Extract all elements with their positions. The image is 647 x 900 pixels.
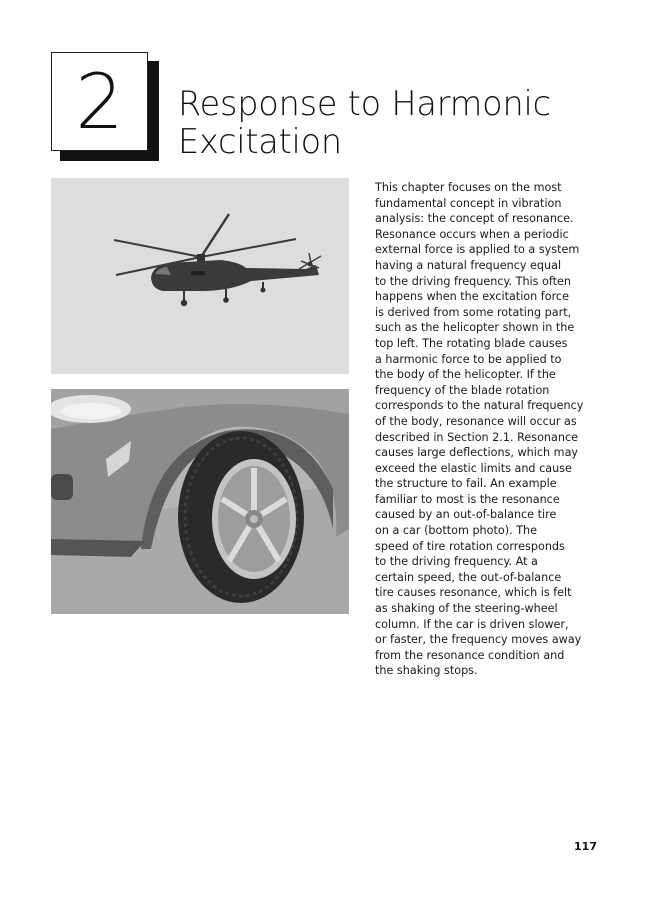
chapter-title-line-2: Excitation — [178, 122, 342, 161]
chapter-number-box — [51, 52, 148, 151]
helicopter-photo — [51, 178, 349, 374]
helicopter-illustration — [51, 178, 349, 374]
chapter-title — [178, 85, 618, 161]
chapter-title-line-1: Response to Harmonic — [178, 84, 551, 123]
car-tire-illustration — [51, 389, 349, 614]
car-tire-photo — [51, 389, 349, 614]
chapter-number: 2 — [75, 56, 124, 146]
page-number: 117 — [574, 840, 597, 853]
chapter-intro-text: This chapter focuses on the most fundamental concept in vibration analysis: the concept of resonance. Resonance occurs when a periodic external force is applied to a system having a natural frequency equal to the driving frequency. This often happens when the excitation force is derived from some rotating part, such as the helicopter shown in the top left. The rotating blade causes a harmonic force to be applied to the body of the helicopter. If the frequency of the blade rotation corresponds to the natural frequency of the body, resonance will occur as described in Section 2.1. Resonance causes large deflections, which may exceed the elastic limits and cause the structure to fail. An example familiar to most is the resonance caused by an out-of-balance tire on a car (bottom photo). The speed of tire rotation corresponds to the driving frequency. At a certain speed, the out-of-balance tire causes resonance, which is felt as shaking of the steering-wheel column. If the car is driven slower, or faster, the frequency moves away from the resonance condition and the shaking stops. — [375, 181, 584, 678]
